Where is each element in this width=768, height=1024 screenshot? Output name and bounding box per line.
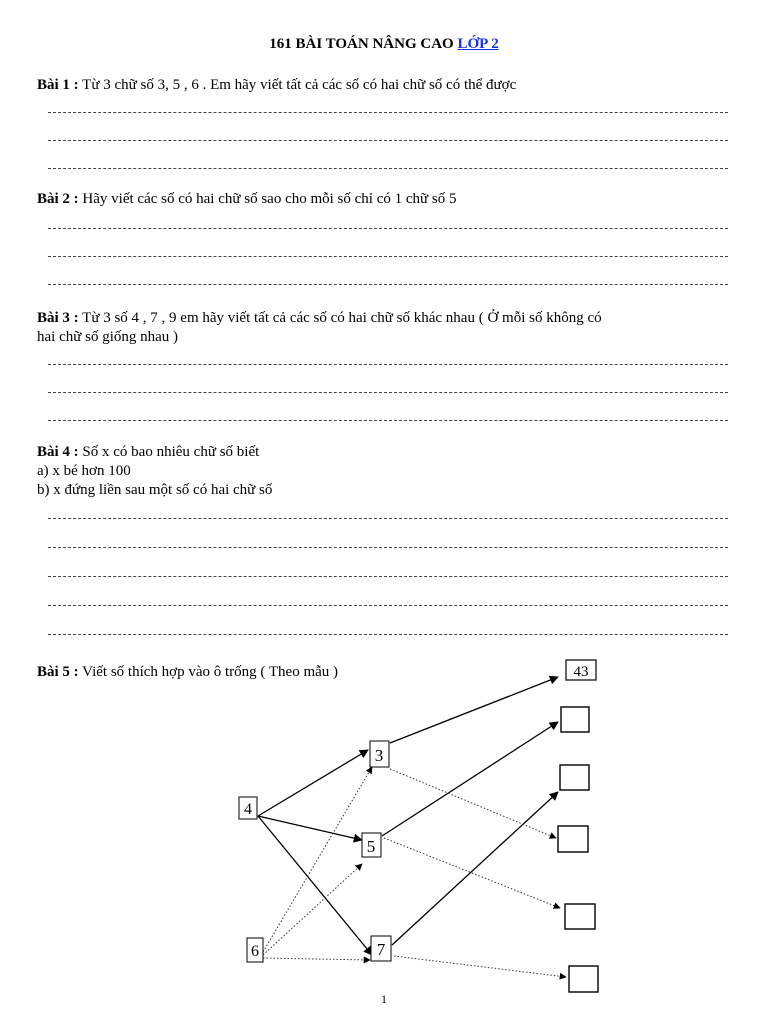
question-4-part-b: b) x đứng liền sau một số có hai chữ số bbox=[37, 482, 273, 498]
arrow-5-up bbox=[382, 722, 558, 836]
answer-box[interactable] bbox=[561, 707, 589, 732]
question-3-label: Bài 3 : bbox=[37, 310, 79, 326]
question-1-text: Từ 3 chữ số 3, 5 , 6 . Em hãy viết tất cả các số có hai chữ số có thể được bbox=[82, 77, 517, 93]
question-4-label: Bài 4 : bbox=[37, 444, 79, 460]
node-5 bbox=[362, 833, 381, 857]
question-3-text-cont: hai chữ số giống nhau ) bbox=[37, 329, 179, 345]
node-3 bbox=[370, 741, 389, 767]
question-2-label: Bài 2 : bbox=[37, 191, 79, 207]
node-7 bbox=[371, 936, 391, 961]
node-7-label: 7 bbox=[376, 940, 386, 959]
node-6 bbox=[247, 938, 263, 962]
arrow-6-to-5 bbox=[263, 864, 362, 955]
question-4-text: Số x có bao nhiêu chữ số biết bbox=[82, 444, 260, 460]
answer-box-sample-label: 43 bbox=[573, 664, 589, 680]
question-3-text: Từ 3 số 4 , 7 , 9 em hãy viết tất cả các số có hai chữ số khác nhau ( Ở mỗi số không có bbox=[82, 310, 602, 326]
arrow-7-down bbox=[394, 956, 566, 977]
node-3-label: 3 bbox=[374, 746, 384, 765]
node-5-label: 5 bbox=[366, 837, 376, 856]
answer-box[interactable] bbox=[558, 826, 588, 852]
answer-box-sample bbox=[566, 660, 596, 680]
node-6-label: 6 bbox=[251, 943, 259, 960]
arrow-4-to-3 bbox=[258, 750, 368, 816]
question-1-label: Bài 1 : bbox=[37, 77, 79, 93]
node-4-label: 4 bbox=[244, 801, 252, 818]
answer-box[interactable] bbox=[565, 904, 595, 929]
question-5-label: Bài 5 : bbox=[37, 664, 79, 680]
arrow-5-down bbox=[384, 838, 560, 908]
title-grade-link[interactable]: LỚP 2 bbox=[457, 36, 499, 52]
answer-box[interactable] bbox=[569, 966, 598, 992]
arrow-4-to-5 bbox=[258, 816, 362, 840]
question-5-text: Viết số thích hợp vào ô trống ( Theo mẫu ) bbox=[82, 664, 339, 680]
question-2-text: Hãy viết các số có hai chữ số sao cho mỗi số chỉ có 1 chữ số 5 bbox=[82, 191, 457, 207]
arrow-4-to-7 bbox=[258, 816, 372, 955]
node-4 bbox=[239, 797, 257, 819]
page-number: 1 bbox=[381, 992, 387, 1006]
arrow-3-down bbox=[390, 769, 556, 838]
arrow-3-to-top bbox=[390, 677, 558, 743]
arrow-6-to-3 bbox=[263, 767, 372, 952]
title-text: 161 BÀI TOÁN NÂNG CAO bbox=[269, 36, 454, 52]
arrow-6-to-7 bbox=[263, 958, 370, 960]
question-4-part-a: a) x bé hơn 100 bbox=[37, 463, 131, 479]
answer-box[interactable] bbox=[560, 765, 589, 790]
arrow-7-up bbox=[392, 792, 558, 945]
